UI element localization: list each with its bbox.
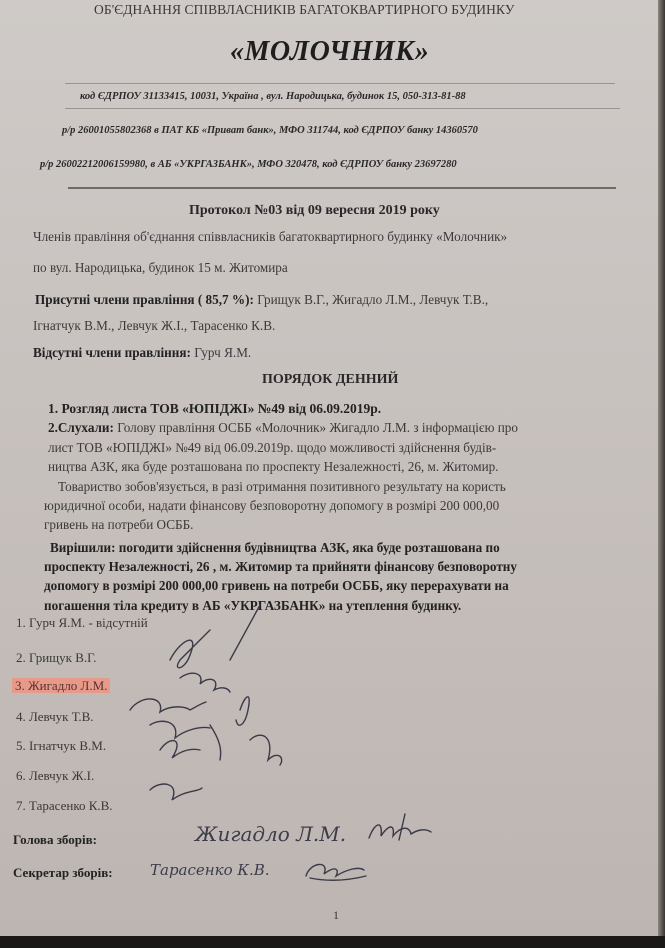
intro-line-1: Членів правління об'єднання співвласників багатоквартирного будинку «Молочник» [33, 229, 508, 244]
agenda-item-1: 1. Розгляд листа ТОВ «ЮПІДЖІ» №49 від 06.09.2019р. [48, 401, 382, 416]
absent-names: Гурч Я.М. [190, 345, 252, 360]
bank-account-line-2: р/р 26002212006159980, в АБ «УКРГАЗБАНК», МФО 320478, код ЄДРПОУ банку 23697280 [40, 159, 457, 170]
heard-text: Голову правління ОСББ «Молочник» Жигадло Л.М. з інформацією про [113, 420, 518, 435]
heard-line-1 [48, 420, 518, 436]
page-number: 1 [333, 908, 339, 922]
secretary-handwritten-name: Тарасенко К.В. [150, 861, 270, 879]
secretary-label: Секретар зборів: [13, 865, 113, 880]
divider [68, 187, 616, 189]
organization-heading: ОБ'ЄДНАННЯ СПІВВЛАСНИКІВ БАГАТОКВАРТИРНОГО БУДИНКУ [94, 2, 515, 17]
highlighted-signatory: 3. Жигадло Л.М. [12, 678, 110, 693]
secretary-signature [300, 856, 370, 886]
signatory-3 [12, 678, 110, 694]
heard-line-2: лист ТОВ «ЮПІДЖІ» №49 від 06.09.2019р. щодо можливості здійснення будів- [48, 440, 497, 455]
intro-line-2: по вул. Народицька, будинок 15 м. Житомира [33, 260, 288, 275]
heard-line-3: ництва АЗК, яка буде розташована по проспекту Незалежності, 26, м. Житомир. [48, 459, 499, 474]
signatory-2: 2. Грищук В.Г. [16, 650, 97, 665]
address-line: код ЄДРПОУ 31133415, 10031, Україна , вул. Народицька, будинок 15, 050-313-81-88 [80, 91, 466, 102]
page-edge-shadow [658, 0, 665, 936]
signatory-6: 6. Левчук Ж.І. [16, 768, 95, 783]
organization-name: «МОЛОЧНИК» [230, 36, 430, 67]
decided-line-2: проспекту Незалежності, 26 , м. Житомир та прийняти фінансову безповоротну [44, 559, 517, 574]
company-para-line-1: Товариство зобов'язується, в разі отримання позитивного результату на користь [58, 479, 506, 494]
chair-handwritten-name: Жигадло Л.М. [195, 822, 347, 846]
chair-label: Голова зборів: [13, 832, 97, 847]
company-para-line-2: юридичної особи, надати фінансову безповоротну допомогу в розмірі 200 000,00 [44, 498, 500, 513]
present-members [35, 292, 488, 308]
present-label: Присутні члени правління ( 85,7 %): [35, 292, 254, 307]
decided-line-4: погашення тіла кредиту в АБ «УКРГАЗБАНК» на утеплення будинку. [44, 598, 462, 613]
handwritten-signatures [110, 600, 370, 830]
bank-account-line-1: р/р 26001055802368 в ПАТ КБ «Приват банк», МФО 311744, код ЄДРПОУ банку 14360570 [62, 125, 478, 136]
present-names: Грищук В.Г., Жигадло Л.М., Левчук Т.В., [253, 292, 489, 307]
signatory-7: 7. Тарасенко К.В. [16, 798, 113, 813]
absent-label: Відсутні члени правління: [33, 345, 191, 360]
decided-line-1: Вирішили: погодити здійснення будівництва АЗК, яка буде розташована по [50, 540, 500, 555]
divider [65, 108, 620, 109]
protocol-title: Протокол №03 від 09 вересня 2019 року [189, 203, 440, 218]
present-names-line-2: Ігнатчук В.М., Левчук Ж.І., Тарасенко К.В. [33, 318, 276, 333]
absent-members [33, 345, 251, 361]
chair-signature [365, 812, 435, 848]
company-para-line-3: гривень на потреби ОСББ. [44, 517, 194, 532]
decided-line-3: допомогу в розмірі 200 000,00 гривень на потреби ОСББ, яку перерахувати на [44, 578, 509, 593]
agenda-heading: ПОРЯДОК ДЕННИЙ [262, 372, 399, 387]
heard-label: 2.Слухали: [48, 420, 114, 435]
signatory-5: 5. Ігнатчук В.М. [16, 738, 107, 753]
signatory-4: 4. Левчук Т.В. [16, 709, 94, 724]
signatory-1: 1. Гурч Я.М. - відсутній [16, 615, 148, 630]
divider [65, 83, 615, 84]
